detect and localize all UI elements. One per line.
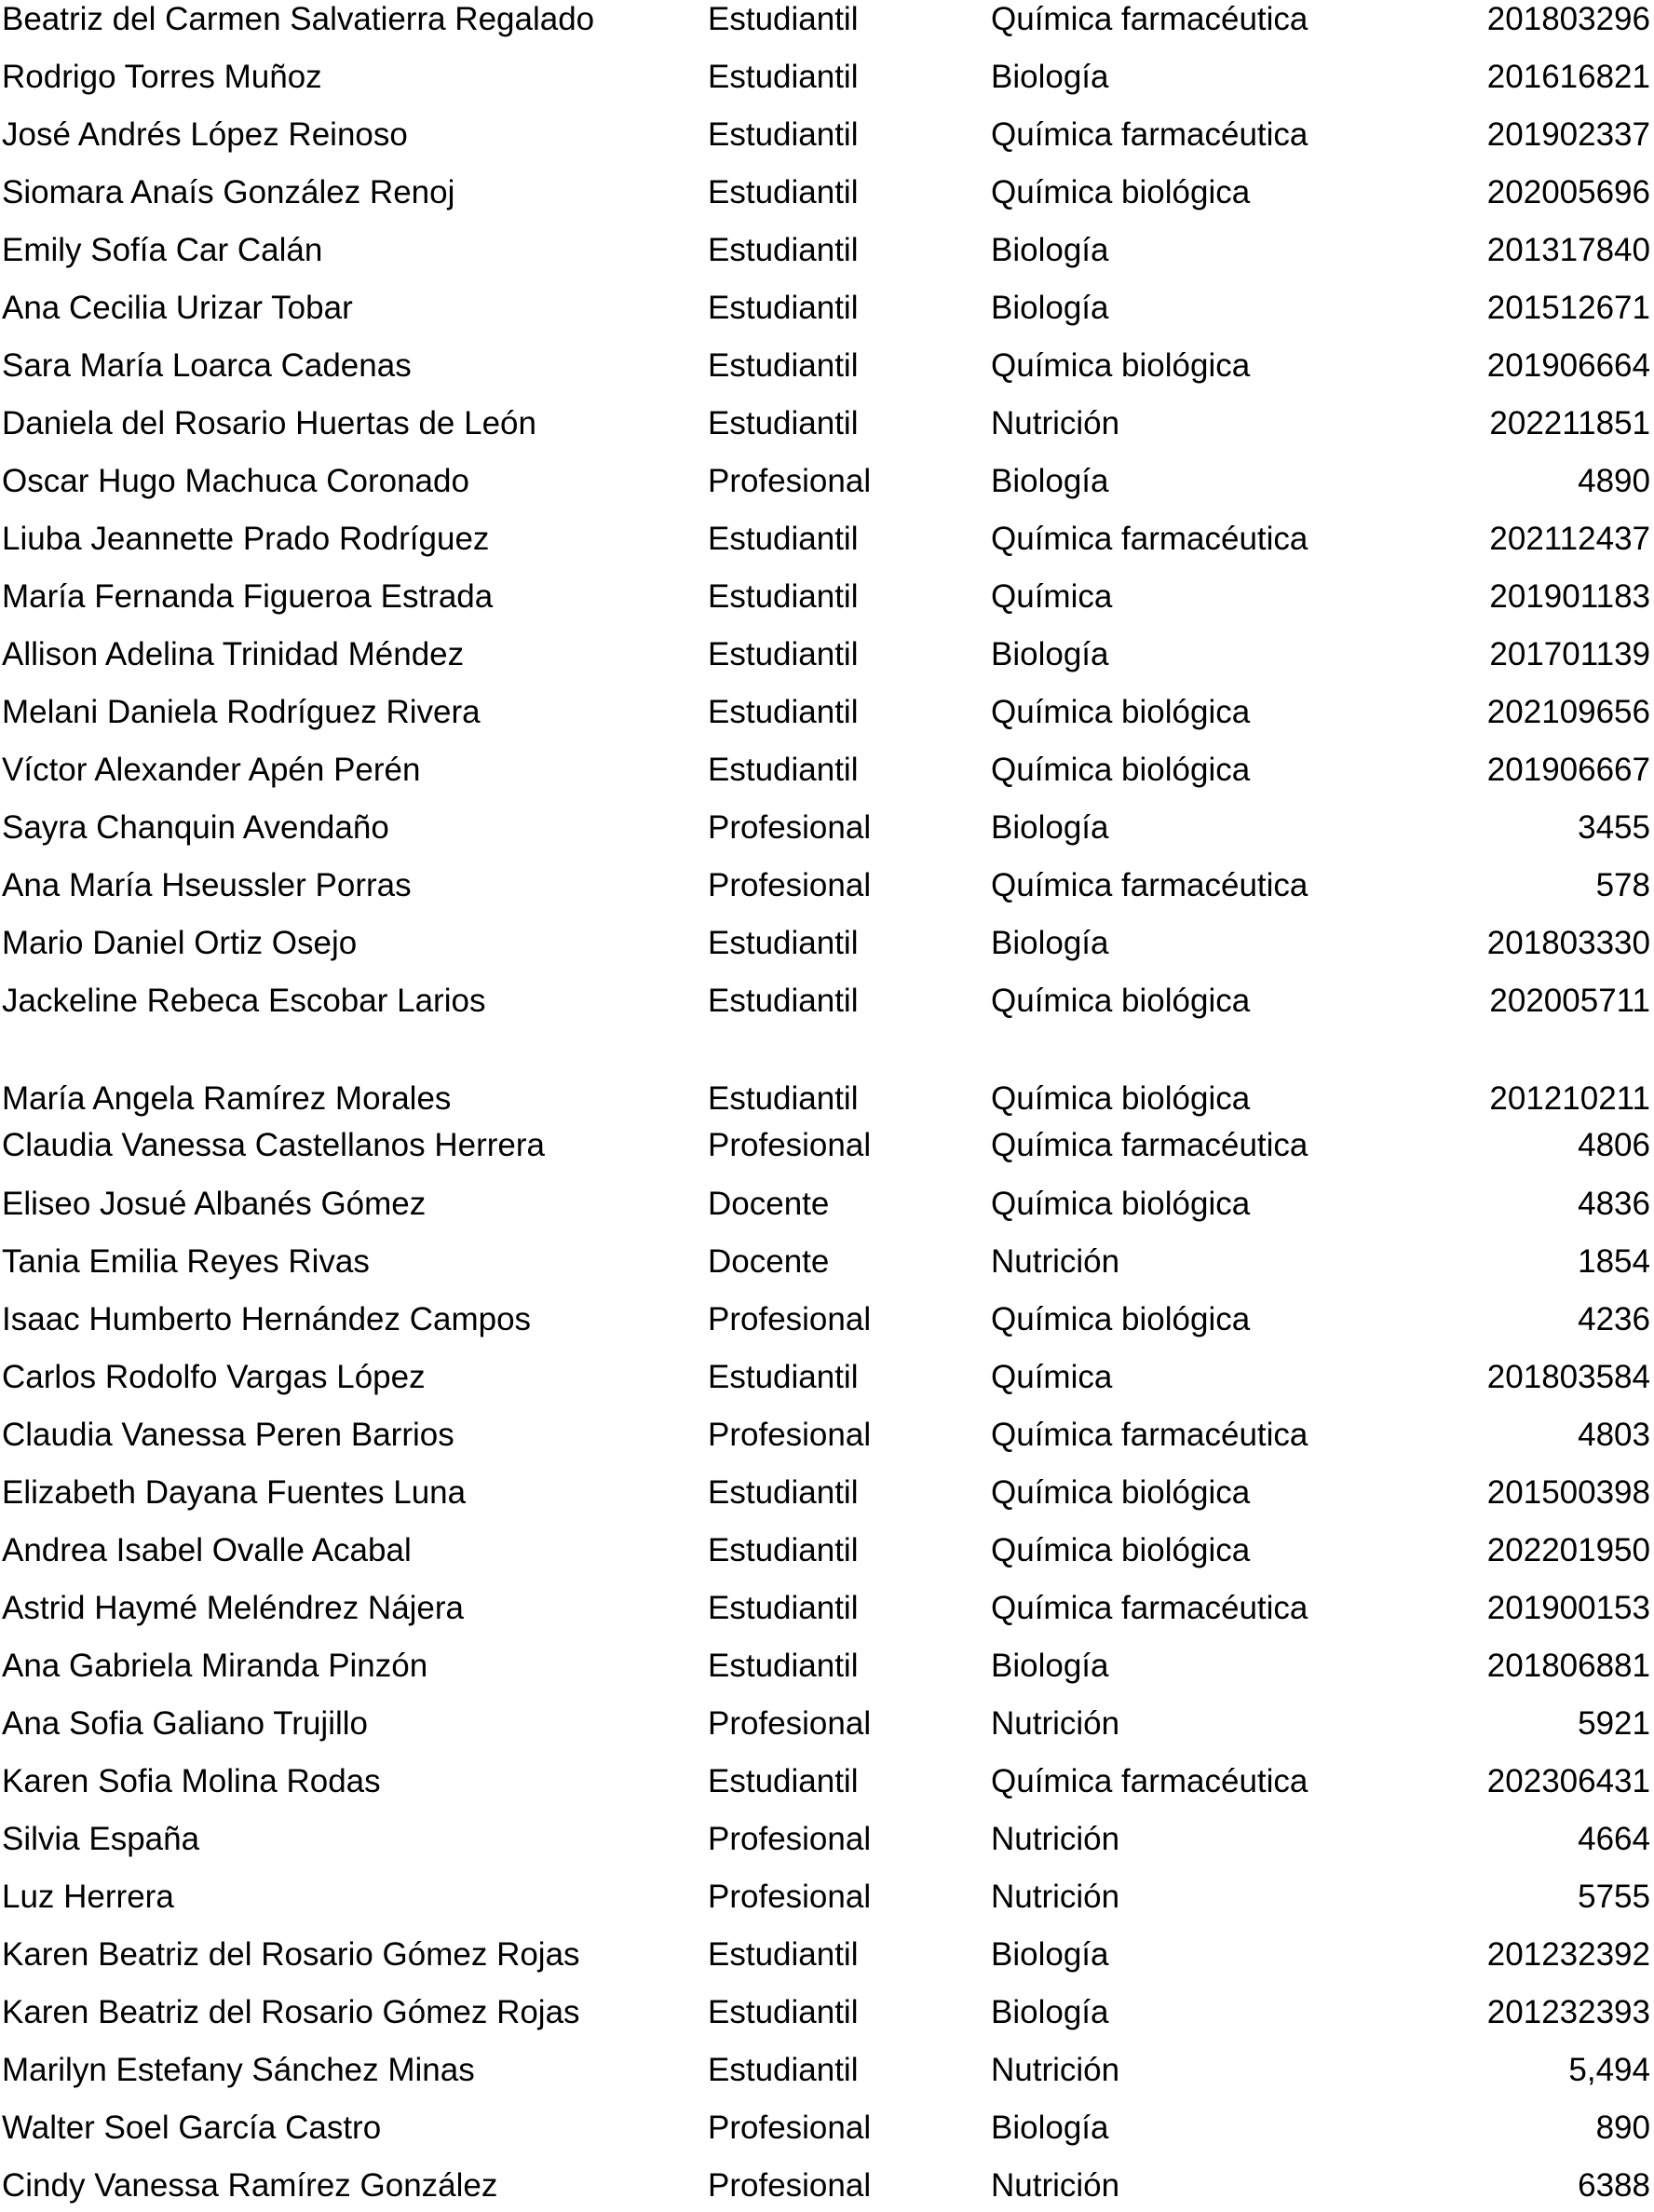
career-cell: Biología <box>991 1936 1109 1973</box>
name-cell: Rodrigo Torres Muñoz <box>2 59 322 95</box>
career-cell: Biología <box>991 463 1109 499</box>
membership-type-cell: Estudiantil <box>708 983 859 1019</box>
membership-type-cell: Estudiantil <box>708 521 859 557</box>
table-row <box>0 224 1654 277</box>
id-number-cell: 201803296 <box>1486 1 1650 37</box>
table-row <box>0 1813 1654 1866</box>
table-row <box>0 975 1654 1027</box>
id-number-cell: 201901183 <box>1489 578 1650 615</box>
table-row <box>0 2044 1654 2097</box>
name-cell: Karen Beatriz del Rosario Gómez Rojas <box>2 1994 580 2030</box>
membership-type-cell: Estudiantil <box>708 1648 859 1684</box>
career-cell: Biología <box>991 59 1109 95</box>
table-row <box>0 1120 1654 1172</box>
table-row <box>0 1467 1654 1519</box>
table-row <box>0 2160 1654 2212</box>
id-number-cell: 4664 <box>1578 1821 1650 1857</box>
career-cell: Química biológica <box>991 1186 1251 1222</box>
table-row <box>0 1409 1654 1461</box>
id-number-cell: 201906664 <box>1486 347 1650 384</box>
career-cell: Química biológica <box>991 1474 1251 1511</box>
name-cell: Silvia España <box>2 1821 200 1857</box>
id-number-cell: 4236 <box>1578 1301 1650 1337</box>
name-cell: María Fernanda Figueroa Estrada <box>2 578 494 615</box>
membership-type-cell: Estudiantil <box>708 694 859 730</box>
membership-type-cell: Estudiantil <box>708 290 859 326</box>
membership-type-cell: Estudiantil <box>708 578 859 615</box>
id-number-cell: 6388 <box>1578 2167 1650 2204</box>
name-cell: Siomara Anaís González Renoj <box>2 174 455 210</box>
table-row <box>0 2102 1654 2154</box>
career-cell: Nutrición <box>991 405 1120 441</box>
id-number-cell: 201806881 <box>1486 1648 1650 1684</box>
id-number-cell: 201902337 <box>1486 116 1650 153</box>
career-cell: Química <box>991 1359 1113 1395</box>
membership-type-cell: Profesional <box>708 1705 872 1742</box>
name-cell: Eliseo Josué Albanés Gómez <box>2 1186 427 1222</box>
career-cell: Química biológica <box>991 983 1251 1019</box>
id-number-cell: 201512671 <box>1486 290 1650 326</box>
membership-type-cell: Estudiantil <box>708 752 859 788</box>
career-cell: Química biológica <box>991 694 1251 730</box>
membership-type-cell: Profesional <box>708 463 872 499</box>
career-cell: Química farmacéutica <box>991 116 1308 153</box>
membership-type-cell: Profesional <box>708 1417 872 1453</box>
id-number-cell: 201616821 <box>1486 59 1650 95</box>
name-cell: Ana Sofia Galiano Trujillo <box>2 1705 368 1742</box>
career-cell: Nutrición <box>991 1879 1120 1915</box>
career-cell: Química biológica <box>991 752 1251 788</box>
table-row <box>0 1351 1654 1404</box>
membership-type-cell: Estudiantil <box>708 2052 859 2088</box>
membership-type-cell: Estudiantil <box>708 1532 859 1568</box>
career-cell: Química farmacéutica <box>991 1763 1308 1799</box>
id-number-cell: 3455 <box>1578 809 1650 846</box>
table-row <box>0 1640 1654 1692</box>
career-cell: Nutrición <box>991 1821 1120 1857</box>
name-cell: Claudia Vanessa Castellanos Herrera <box>2 1127 545 1163</box>
career-cell: Química farmacéutica <box>991 1127 1308 1163</box>
career-cell: Biología <box>991 1648 1109 1684</box>
name-cell: Tania Emilia Reyes Rivas <box>2 1243 370 1280</box>
id-number-cell: 5,494 <box>1568 2052 1650 2088</box>
table-row <box>0 282 1654 334</box>
career-cell: Biología <box>991 809 1109 846</box>
membership-type-cell: Docente <box>708 1243 830 1280</box>
career-cell: Química biológica <box>991 174 1251 210</box>
career-cell: Química farmacéutica <box>991 1417 1308 1453</box>
career-cell: Biología <box>991 1994 1109 2030</box>
id-number-cell: 201210211 <box>1489 1080 1650 1117</box>
table-row <box>0 109 1654 161</box>
name-cell: Allison Adelina Trinidad Méndez <box>2 636 465 672</box>
id-number-cell: 4836 <box>1578 1186 1650 1222</box>
career-cell: Química farmacéutica <box>991 521 1308 557</box>
table-row <box>0 1236 1654 1288</box>
table-row <box>0 1756 1654 1808</box>
id-number-cell: 202211851 <box>1489 405 1650 441</box>
table-row <box>0 917 1654 970</box>
table-row <box>0 167 1654 219</box>
table-row <box>0 455 1654 508</box>
career-cell: Biología <box>991 290 1109 326</box>
name-cell: Sayra Chanquin Avendaño <box>2 809 389 846</box>
name-cell: Sara María Loarca Cadenas <box>2 347 412 384</box>
name-cell: Isaac Humberto Hernández Campos <box>2 1301 532 1337</box>
name-cell: Ana Gabriela Miranda Pinzón <box>2 1648 428 1684</box>
table-row <box>0 398 1654 450</box>
name-cell: Jackeline Rebeca Escobar Larios <box>2 983 486 1019</box>
table-row <box>0 1582 1654 1635</box>
membership-type-cell: Docente <box>708 1186 830 1222</box>
name-cell: Daniela del Rosario Huertas de León <box>2 405 536 441</box>
id-number-cell: 201500398 <box>1486 1474 1650 1511</box>
membership-type-cell: Estudiantil <box>708 1763 859 1799</box>
membership-type-cell: Estudiantil <box>708 116 859 153</box>
career-cell: Nutrición <box>991 2052 1120 2088</box>
id-number-cell: 4803 <box>1578 1417 1650 1453</box>
membership-type-cell: Profesional <box>708 1301 872 1337</box>
membership-type-cell: Estudiantil <box>708 1 859 37</box>
name-cell: Víctor Alexander Apén Perén <box>2 752 421 788</box>
id-number-cell: 201900153 <box>1486 1590 1650 1626</box>
table-row <box>0 1987 1654 2039</box>
career-cell: Química <box>991 578 1113 615</box>
table-row <box>0 571 1654 623</box>
id-number-cell: 202109656 <box>1486 694 1650 730</box>
table-row <box>0 744 1654 796</box>
table-row <box>0 686 1654 739</box>
membership-type-cell: Estudiantil <box>708 925 859 961</box>
membership-type-cell: Profesional <box>708 2110 872 2146</box>
career-cell: Biología <box>991 925 1109 961</box>
id-number-cell: 1854 <box>1578 1243 1650 1280</box>
id-number-cell: 202005711 <box>1489 983 1650 1019</box>
name-cell: Karen Sofia Molina Rodas <box>2 1763 381 1799</box>
membership-type-cell: Estudiantil <box>708 1474 859 1511</box>
id-number-cell: 578 <box>1595 867 1650 903</box>
id-number-cell: 201701139 <box>1489 636 1650 672</box>
membership-type-cell: Estudiantil <box>708 174 859 210</box>
table-row <box>0 1525 1654 1577</box>
name-cell: Ana María Hseussler Porras <box>2 867 412 903</box>
id-number-cell: 4806 <box>1578 1127 1650 1163</box>
table-row <box>0 860 1654 912</box>
name-cell: Mario Daniel Ortiz Osejo <box>2 925 358 961</box>
career-cell: Biología <box>991 2110 1109 2146</box>
table-row <box>0 1178 1654 1230</box>
id-number-cell: 201232392 <box>1486 1936 1650 1973</box>
name-cell: Liuba Jeannette Prado Rodríguez <box>2 521 490 557</box>
id-number-cell: 202005696 <box>1486 174 1650 210</box>
membership-type-cell: Profesional <box>708 809 872 846</box>
table-row <box>0 1698 1654 1750</box>
career-cell: Nutrición <box>991 2167 1120 2204</box>
membership-type-cell: Estudiantil <box>708 405 859 441</box>
membership-type-cell: Estudiantil <box>708 636 859 672</box>
name-cell: Luz Herrera <box>2 1879 174 1915</box>
career-cell: Química farmacéutica <box>991 1 1308 37</box>
career-cell: Química farmacéutica <box>991 1590 1308 1626</box>
name-cell: Claudia Vanessa Peren Barrios <box>2 1417 454 1453</box>
id-number-cell: 4890 <box>1578 463 1650 499</box>
id-number-cell: 202306431 <box>1486 1763 1650 1799</box>
table-row <box>0 340 1654 392</box>
name-cell: Andrea Isabel Ovalle Acabal <box>2 1532 412 1568</box>
table-row <box>0 802 1654 854</box>
career-cell: Nutrición <box>991 1243 1120 1280</box>
name-cell: Elizabeth Dayana Fuentes Luna <box>2 1474 467 1511</box>
membership-type-cell: Profesional <box>708 1879 872 1915</box>
name-cell: José Andrés López Reinoso <box>2 116 408 153</box>
id-number-cell: 201906667 <box>1486 752 1650 788</box>
id-number-cell: 201317840 <box>1486 232 1650 268</box>
membership-type-cell: Estudiantil <box>708 1590 859 1626</box>
id-number-cell: 201803330 <box>1486 925 1650 961</box>
id-number-cell: 201232393 <box>1486 1994 1650 2030</box>
name-cell: María Angela Ramírez Morales <box>2 1080 452 1117</box>
membership-type-cell: Profesional <box>708 1127 872 1163</box>
id-number-cell: 202201950 <box>1486 1532 1650 1568</box>
membership-type-cell: Profesional <box>708 2167 872 2204</box>
name-cell: Ana Cecilia Urizar Tobar <box>2 290 353 326</box>
table-row <box>0 1294 1654 1346</box>
id-number-cell: 5921 <box>1578 1705 1650 1742</box>
name-cell: Karen Beatriz del Rosario Gómez Rojas <box>2 1936 580 1973</box>
table-row <box>0 629 1654 681</box>
id-number-cell: 5755 <box>1578 1879 1650 1915</box>
name-cell: Beatriz del Carmen Salvatierra Regalado <box>2 1 595 37</box>
table-row <box>0 513 1654 565</box>
table-row <box>0 51 1654 103</box>
career-cell: Nutrición <box>991 1705 1120 1742</box>
table-row <box>0 1871 1654 1923</box>
table-row <box>0 1073 1654 1125</box>
id-number-cell: 202112437 <box>1489 521 1650 557</box>
table-row <box>0 0 1654 46</box>
table-row <box>0 1929 1654 1981</box>
membership-type-cell: Estudiantil <box>708 59 859 95</box>
membership-type-cell: Estudiantil <box>708 347 859 384</box>
name-cell: Melani Daniela Rodríguez Rivera <box>2 694 481 730</box>
membership-type-cell: Estudiantil <box>708 232 859 268</box>
career-cell: Química biológica <box>991 1301 1251 1337</box>
name-cell: Astrid Haymé Meléndrez Nájera <box>2 1590 465 1626</box>
membership-type-cell: Estudiantil <box>708 1359 859 1395</box>
name-cell: Walter Soel García Castro <box>2 2110 382 2146</box>
name-cell: Marilyn Estefany Sánchez Minas <box>2 2052 475 2088</box>
name-cell: Cindy Vanessa Ramírez González <box>2 2167 498 2204</box>
name-cell: Oscar Hugo Machuca Coronado <box>2 463 469 499</box>
id-number-cell: 890 <box>1595 2110 1650 2146</box>
membership-type-cell: Profesional <box>708 1821 872 1857</box>
career-cell: Química farmacéutica <box>991 867 1308 903</box>
career-cell: Biología <box>991 636 1109 672</box>
membership-type-cell: Estudiantil <box>708 1080 859 1117</box>
career-cell: Química biológica <box>991 347 1251 384</box>
membership-type-cell: Estudiantil <box>708 1994 859 2030</box>
career-cell: Química biológica <box>991 1532 1251 1568</box>
membership-type-cell: Profesional <box>708 867 872 903</box>
id-number-cell: 201803584 <box>1486 1359 1650 1395</box>
name-cell: Carlos Rodolfo Vargas López <box>2 1359 426 1395</box>
membership-type-cell: Estudiantil <box>708 1936 859 1973</box>
name-cell: Emily Sofía Car Calán <box>2 232 323 268</box>
career-cell: Química biológica <box>991 1080 1251 1117</box>
career-cell: Biología <box>991 232 1109 268</box>
